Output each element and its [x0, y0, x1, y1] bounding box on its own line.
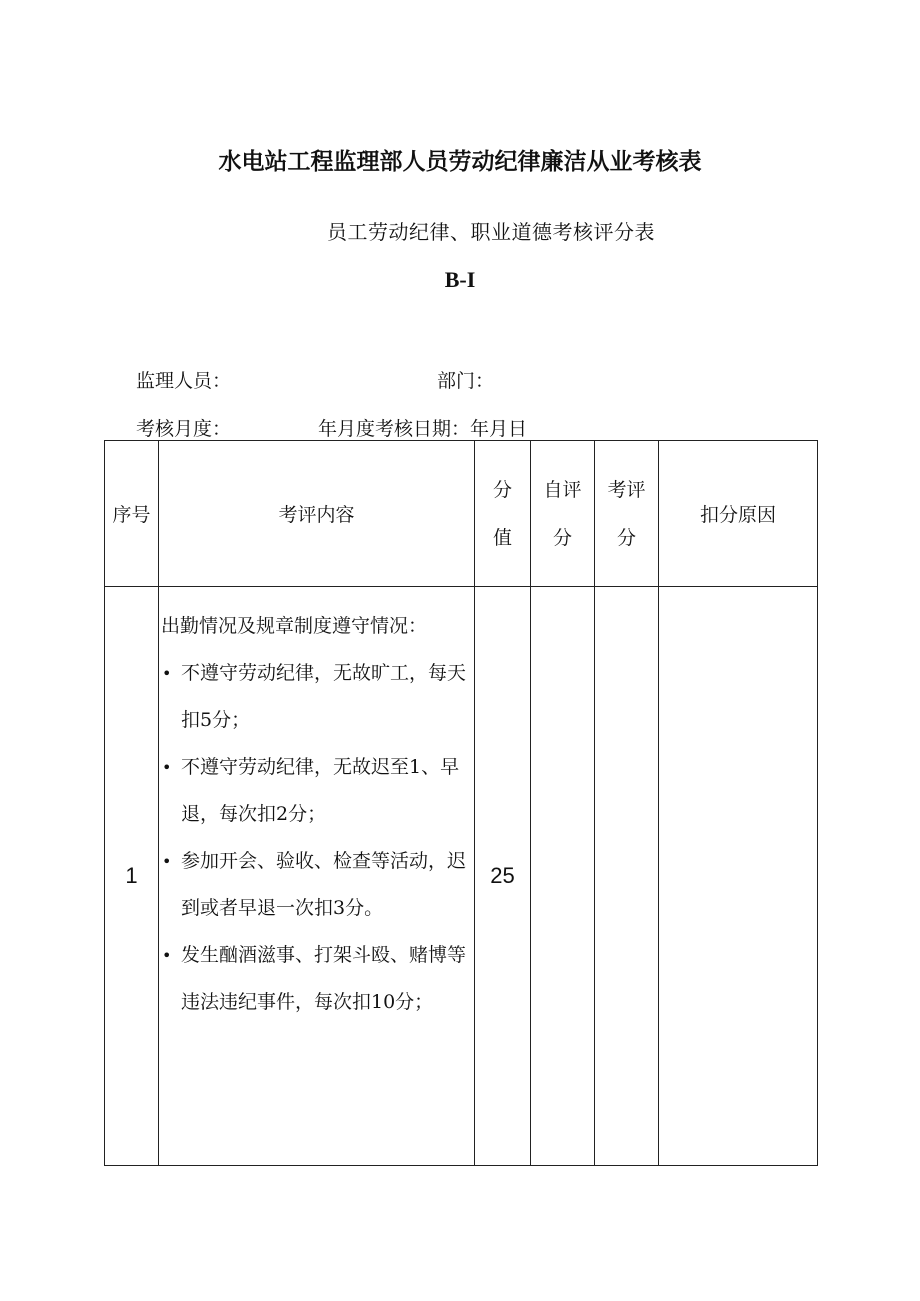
assessment-month-label: 考核月度：	[136, 418, 232, 440]
document-title: 水电站工程监理部人员劳动纪律廉洁从业考核表	[218, 149, 702, 175]
header-content: 考评内容	[159, 441, 475, 587]
content-intro: 出勤情况及规章制度遵守情况：	[161, 615, 428, 637]
supervisor-label: 监理人员：	[136, 370, 232, 392]
table-header-row	[105, 441, 818, 587]
header-self-score: 自评分	[531, 441, 595, 587]
row-seq: 1	[105, 587, 159, 1166]
assessment-date-label: 年月度考核日期：年月日	[318, 418, 528, 440]
table-row	[105, 587, 818, 1166]
content-item: • 不遵守劳动纪律，无故迟至1、早退，每次扣2分；	[161, 744, 474, 838]
row-self-score[interactable]	[531, 587, 595, 1166]
content-item: • 参加开会、验收、检查等活动，迟到或者早退一次扣3分。	[161, 838, 474, 932]
document-subtitle: 员工劳动纪律、职业道德考核评分表	[327, 220, 655, 244]
assessment-table	[104, 440, 818, 1166]
header-deduction-reason: 扣分原因	[659, 441, 818, 587]
form-code: B-I	[444, 267, 476, 292]
row-score: 25	[475, 587, 531, 1166]
header-review-score: 考评分	[595, 441, 659, 587]
row-deduction-reason[interactable]	[659, 587, 818, 1166]
row-review-score[interactable]	[595, 587, 659, 1166]
department-label: 部门：	[437, 370, 495, 392]
content-item: • 不遵守劳动纪律，无故旷工，每天扣5分；	[161, 650, 474, 744]
content-item: • 发生酗酒滋事、打架斗殴、赌博等违法违纪事件，每次扣10分；	[161, 932, 474, 1026]
row-content	[159, 587, 475, 1166]
header-seq: 序号	[105, 441, 159, 587]
header-score: 分值	[475, 441, 531, 587]
